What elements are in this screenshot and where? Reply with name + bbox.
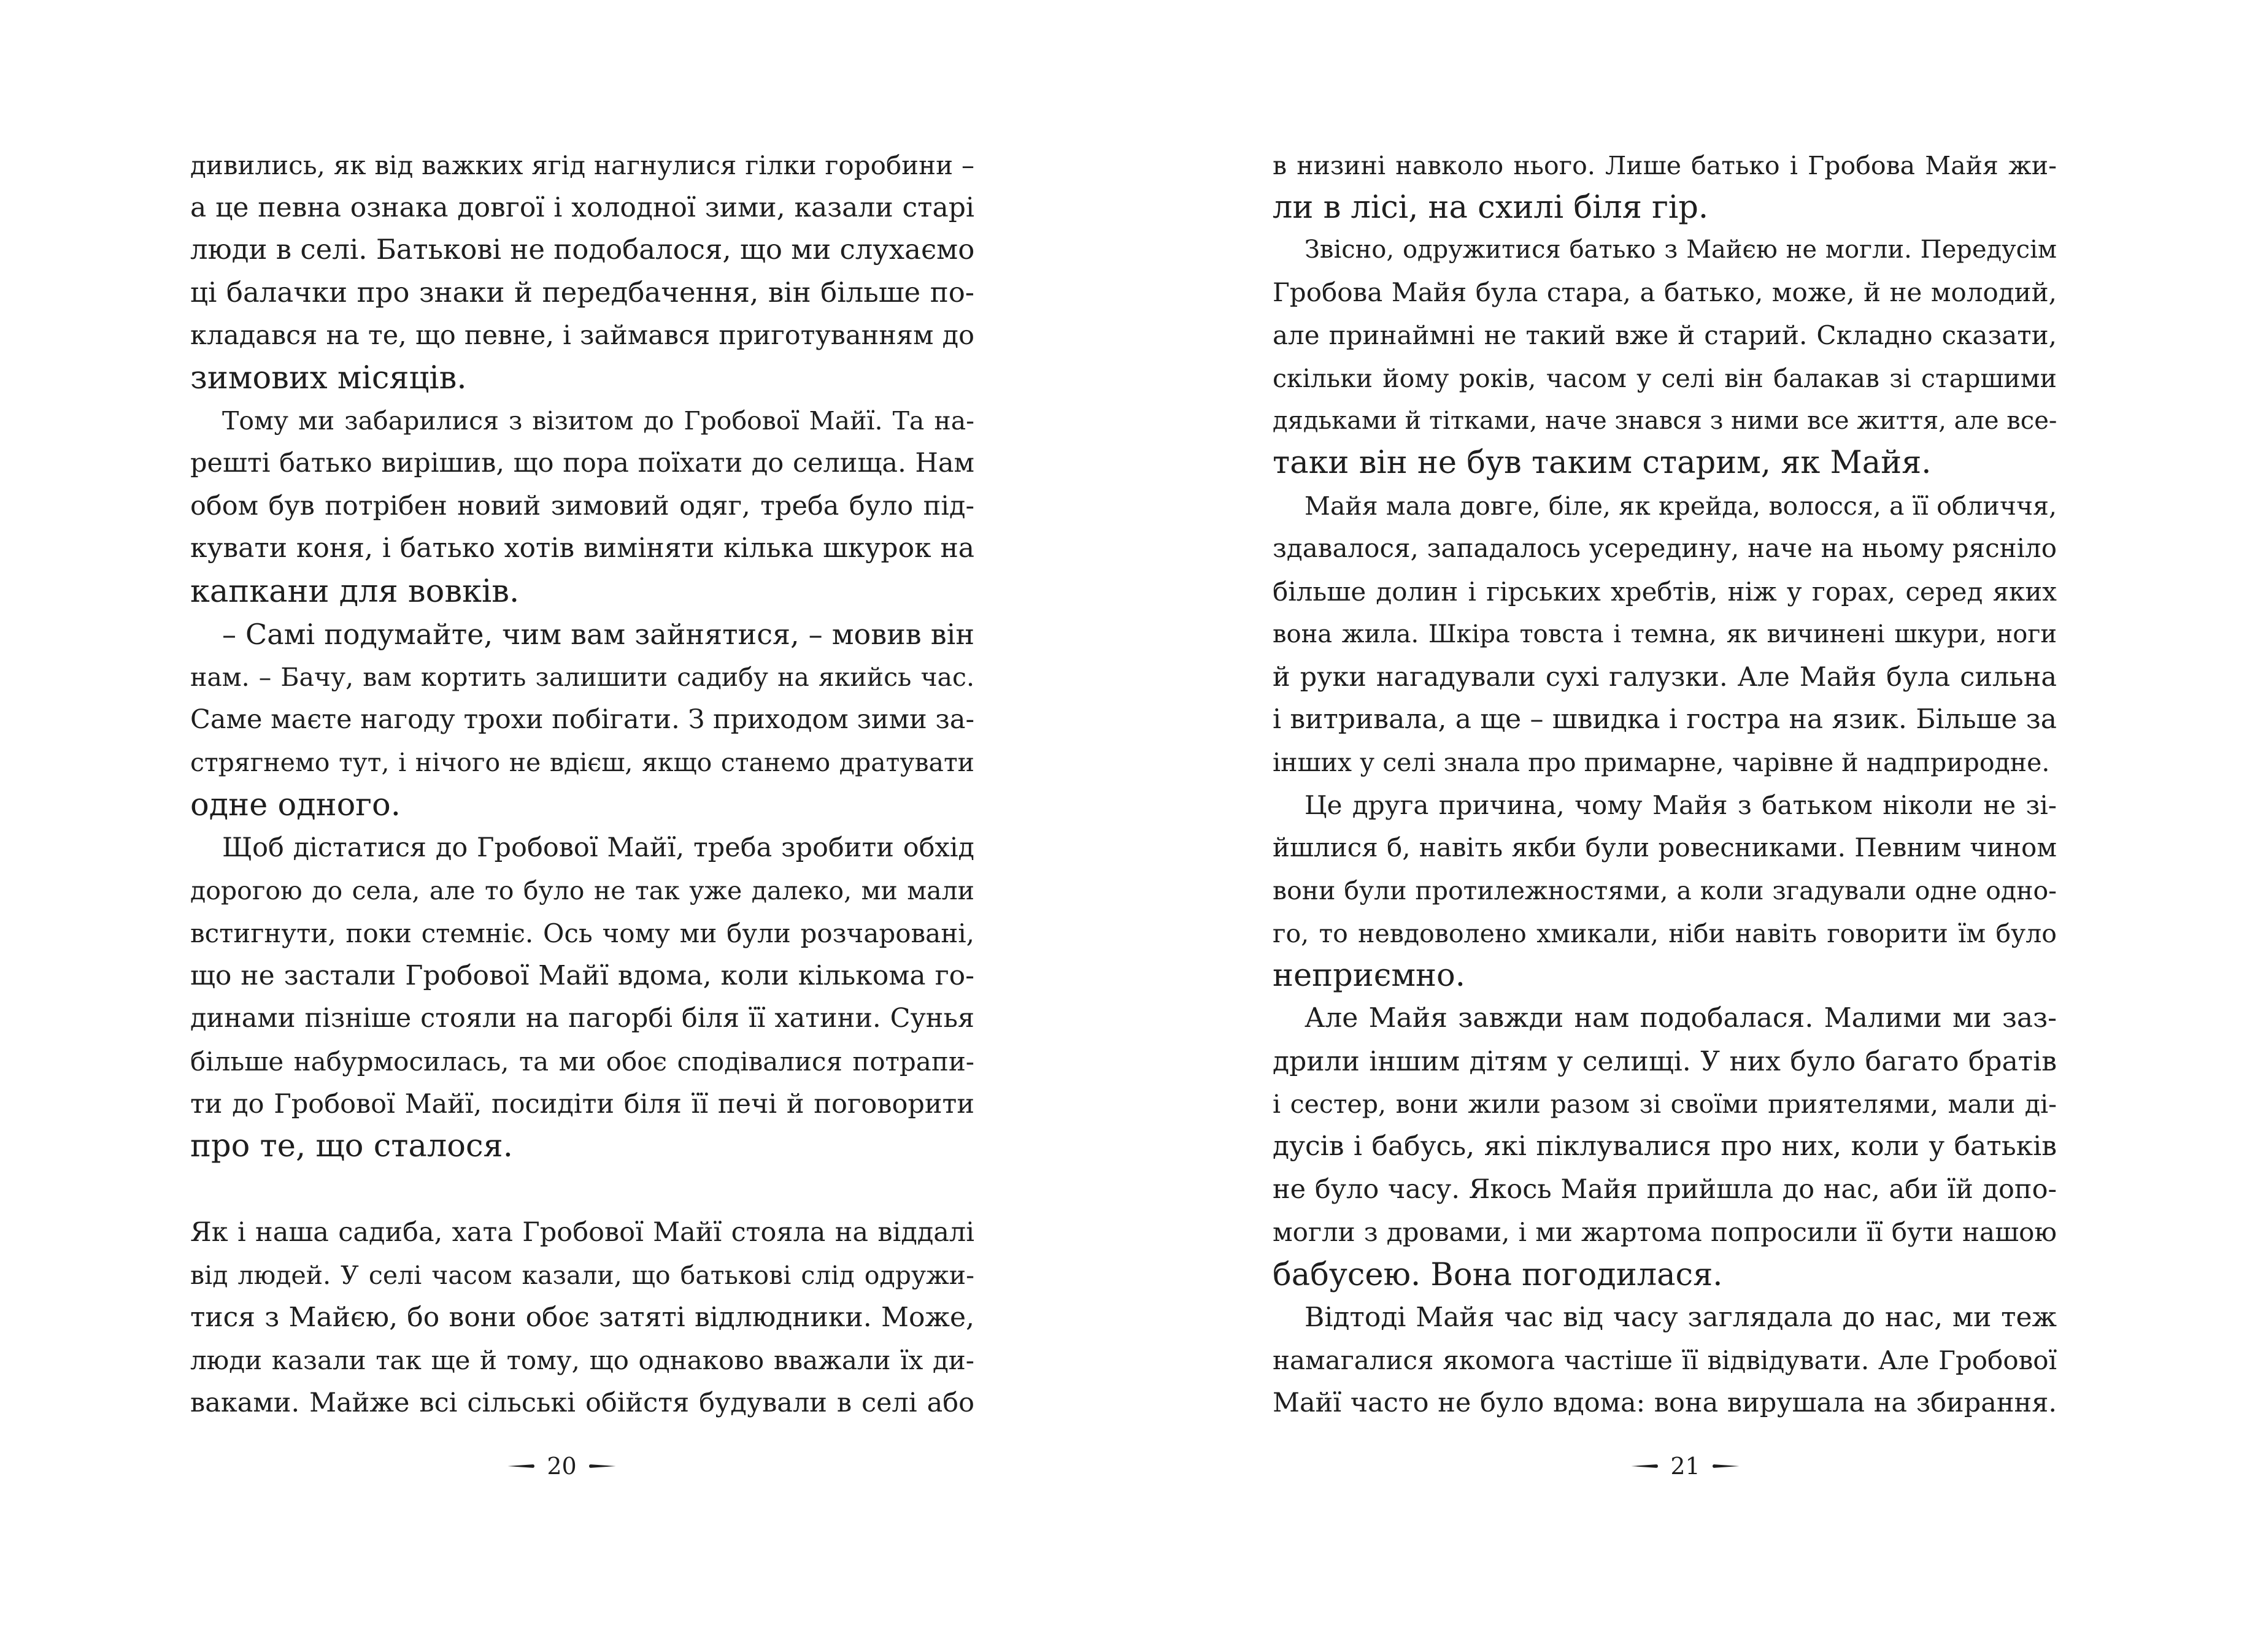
left-page-number	[0, 1448, 1124, 1485]
text-line: ці балачки про знаки й передбачення, він більше по-	[190, 276, 974, 309]
text-line: ли в лісі, на схилі біля гір.	[1273, 190, 1709, 226]
text-line: Як і наша садиба, хата Гробової Майї стояла на віддалі	[190, 1217, 974, 1248]
text-line: більше долин і гірських хребтів, ніж у горах, серед яких	[1273, 577, 2057, 607]
text-line: в низині навколо нього. Лише батько і Гробова Майя жи-	[1273, 151, 2057, 180]
text-line: намагалися якомога частіше її відвідувати. Але Гробової	[1273, 1345, 2057, 1375]
text-line: – Самі подумайте, чим вам зайнятися, – мовив він	[222, 618, 974, 651]
text-line: від людей. У селі часом казали, що батькові слід одружи-	[190, 1261, 974, 1290]
right-page-number-text: 21	[1670, 1453, 1700, 1480]
text-line: кувати коня, і батько хотів виміняти кілька шкурок на	[190, 532, 974, 564]
text-line: Відтоді Майя час від часу заглядала до нас, ми теж	[1305, 1302, 2057, 1333]
text-line: таки він не був таким старим, як Майя.	[1273, 445, 1932, 481]
text-line: динами пізніше стояли на пагорбі біля її хатини. Сунья	[190, 1003, 974, 1034]
folio-ornament-left	[1631, 1464, 1658, 1468]
text-line: і сестер, вони жили разом зі своїми приятелями, мали ді-	[1273, 1089, 2057, 1119]
text-line: ти до Гробової Майї, посидіти біля її печі й поговорити	[190, 1089, 974, 1120]
text-line: го, то невдоволено хмикали, ніби навіть говорити їм було	[1273, 919, 2057, 948]
text-line: капкани для вовків.	[190, 574, 520, 610]
folio-ornament-right	[589, 1464, 616, 1468]
text-line: Майя мала довге, біле, як крейда, волосся, а її обличчя,	[1305, 491, 2057, 521]
text-line: вона жила. Шкіра товста і темна, як вичинені шкури, ноги	[1273, 620, 2057, 648]
text-line: інших у селі знала про примарне, чарівне й надприродне.	[1273, 748, 2050, 777]
text-line: більше набурмосилась, та ми обоє сподівалися потрапи-	[190, 1047, 974, 1077]
text-line: дорогою до села, але то було не так уже далеко, ми мали	[190, 876, 974, 905]
left-page-number-text: 20	[547, 1453, 577, 1480]
text-line: здавалося, западалось усередину, наче на ньому рясніло	[1273, 533, 2057, 563]
text-line: обом був потрібен новий зимовий одяг, треба було під-	[190, 491, 974, 521]
text-line: Гробова Майя була стара, а батько, може, й не молодий,	[1273, 277, 2057, 307]
text-line: й руки нагадували сухі галузки. Але Майя була сильна	[1273, 662, 2057, 693]
text-line: Саме маєте нагоду трохи побігати. З приходом зими за-	[190, 704, 974, 735]
text-line: одне одного.	[190, 787, 401, 823]
text-line: могли з дровами, і ми жартома попросили її бути нашою	[1273, 1217, 2057, 1247]
text-line: тися з Майєю, бо вони обоє затяті відлюдники. Може,	[190, 1302, 974, 1333]
text-line: стрягнемо тут, і нічого не вдієш, якщо станемо дратувати	[190, 748, 974, 777]
text-line: ваками. Майже всі сільські обійстя будували в селі або	[190, 1388, 974, 1418]
text-line: не було часу. Якось Майя прийшла до нас, аби їй допо-	[1273, 1174, 2057, 1205]
text-line: Але Майя завжди нам подобалася. Малими ми заз-	[1305, 1002, 2057, 1034]
text-line: Це друга причина, чому Майя з батьком ніколи не зі-	[1305, 790, 2057, 820]
text-line: зимових місяців.	[190, 360, 467, 396]
right-page	[1124, 0, 2247, 1652]
text-line: дядьками й тітками, наче знався з ними все життя, але все-	[1273, 407, 2057, 435]
text-line: дрили іншим дітям у селищі. У них було багато братів	[1273, 1046, 2057, 1077]
text-line: вони були протилежностями, а коли згадували одне одно-	[1273, 876, 2057, 905]
text-line: Щоб дістатися до Гробової Майї, треба зробити обхід	[222, 832, 974, 863]
text-line: кладався на те, що певне, і займався приготуванням до	[190, 320, 974, 351]
right-page-number	[1124, 1448, 2247, 1485]
text-line: йшлися б, навіть якби були ровесниками. Певним чином	[1273, 832, 2057, 862]
text-line: що не застали Гробової Майї вдома, коли кількома го-	[190, 960, 974, 991]
text-line: люди в селі. Батькові не подобалося, що ми слухаємо	[190, 233, 975, 266]
text-line: нам. – Бачу, вам кортить залишити садибу на якийсь час.	[190, 663, 974, 692]
text-line: неприємно.	[1273, 958, 1465, 994]
text-line: бабусею. Вона погодилася.	[1273, 1257, 1723, 1293]
text-line: Майї часто не було вдома: вона вирушала на збирання.	[1273, 1388, 2057, 1418]
folio-ornament-left	[507, 1464, 534, 1468]
folio-ornament-right	[1713, 1464, 1740, 1468]
text-line: але принаймні не такий вже й старий. Складно сказати,	[1273, 320, 2057, 350]
text-line: про те, що сталося.	[190, 1128, 513, 1164]
text-line: решті батько вирішив, що пора поїхати до селища. Нам	[190, 448, 974, 478]
text-line: Тому ми забарилися з візитом до Гробової Майї. Та на-	[222, 406, 974, 436]
text-line: а це певна ознака довгої і холодної зими, казали старі	[190, 192, 974, 223]
text-line: і витривала, а ще – швидка і гостра на язик. Більше за	[1273, 704, 2057, 735]
text-line: встигнути, поки стемніє. Ось чому ми були розчаровані,	[190, 918, 974, 948]
text-line: скільки йому років, часом у селі він балакав зі старшими	[1273, 364, 2057, 393]
text-line: Звісно, одружитися батько з Майєю не могли. Передусім	[1305, 236, 2057, 264]
text-line: дивились, як від важких ягід нагнулися гілки горобини –	[190, 150, 974, 180]
text-line: дусів і бабусь, які піклувалися про них, коли у батьків	[1273, 1131, 2057, 1162]
text-line: люди казали так ще й тому, що однаково вважали їх ди-	[190, 1345, 974, 1375]
